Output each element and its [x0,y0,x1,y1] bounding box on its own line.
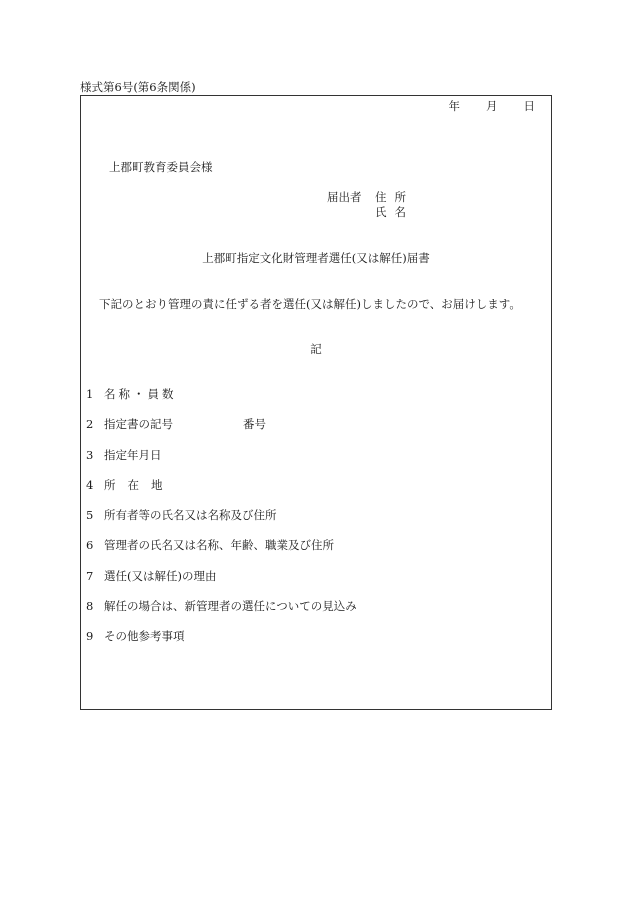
item-list [86,387,357,660]
document-title: 上郡町指定文化財管理者選任(又は解任)届書 [202,251,430,265]
submitter-name-label: 氏名 [375,205,414,219]
document-body-text: 下記のとおり管理の責に任ずる者を選任(又は解任)しましたので、お届けします。 [99,297,521,311]
list-item: 2 指定書の記号 番号 [86,417,357,447]
list-item: 8 解任の場合は、新管理者の選任についての見込み [86,599,357,614]
submitter-role: 届出者 [327,190,362,204]
form-frame [80,95,552,710]
date-day-label: 日 [523,99,535,113]
list-item: 3 指定年月日 [86,447,162,462]
list-item: 6 管理者の氏名又は名称、年齢、職業及び住所 [86,538,334,553]
date-year-label: 年 [448,99,460,113]
addressee: 上郡町教育委員会様 [109,160,213,174]
list-item: 5 所有者等の氏名又は名称及び住所 [86,508,277,523]
list-item: 7 選任(又は解任)の理由 [86,568,217,583]
submitter-block [327,190,414,220]
list-item: 9 その他参考事項 [86,629,185,644]
list-item: 1 名称・員数 [86,387,177,401]
date-line [449,99,536,113]
serial-number-label: 番号 [243,417,266,432]
ki-heading: 記 [310,342,322,356]
submitter-address-label: 住所 [375,190,414,204]
list-item: 4 所在地 [86,477,175,492]
form-number: 様式第6号(第6条関係) [80,80,196,94]
date-month-label: 月 [486,99,498,113]
